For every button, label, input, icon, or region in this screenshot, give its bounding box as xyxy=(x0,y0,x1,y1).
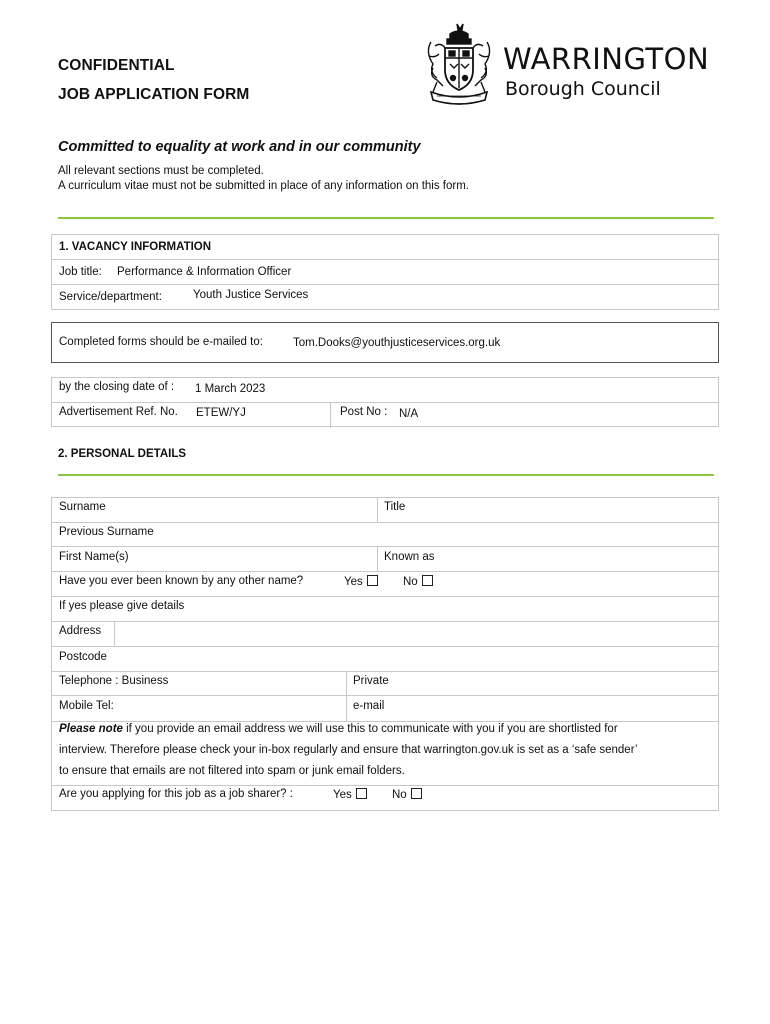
other-name-yes-option[interactable] xyxy=(344,575,378,588)
closing-date-label: by the closing date of : xyxy=(59,381,175,393)
surname-label: Surname xyxy=(59,501,106,513)
no-checkbox[interactable] xyxy=(411,788,422,799)
advert-row xyxy=(52,403,718,428)
other-name-details-label: If yes please give details xyxy=(59,600,185,612)
section-heading: 1. VACANCY INFORMATION xyxy=(59,241,212,253)
confidential-label: CONFIDENTIAL xyxy=(58,57,175,74)
email-label: e-mail xyxy=(353,700,385,712)
job-sharer-question: Are you applying for this job as a job sharer? : xyxy=(59,788,293,800)
other-name-question: Have you ever been known by any other name? xyxy=(59,575,304,587)
post-no-value[interactable]: N/A xyxy=(399,408,419,420)
coat-of-arms-icon xyxy=(423,22,495,108)
divider xyxy=(58,217,714,219)
no-label: No xyxy=(392,789,407,801)
cell-divider xyxy=(377,498,378,522)
cell-divider xyxy=(114,622,115,646)
yes-checkbox[interactable] xyxy=(356,788,367,799)
cell-divider xyxy=(330,403,331,428)
logo-subtitle: Borough Council xyxy=(505,78,661,100)
logo-wordmark: WARRINGTON xyxy=(503,42,710,76)
tel-business-label: Telephone : Business xyxy=(59,675,169,687)
known-as-label: Known as xyxy=(384,551,435,563)
first-names-row xyxy=(52,547,718,572)
tel-private-label: Private xyxy=(353,675,389,687)
instruction-line-1: All relevant sections must be completed. xyxy=(58,165,264,177)
no-checkbox[interactable] xyxy=(422,575,433,586)
advert-ref-value[interactable]: ETEW/YJ xyxy=(196,407,246,419)
service-value[interactable]: Youth Justice Services xyxy=(193,289,309,301)
yes-label: Yes xyxy=(333,789,352,801)
other-name-row xyxy=(52,572,718,597)
postcode-label: Postcode xyxy=(59,651,107,663)
divider xyxy=(58,474,714,476)
title-label: Title xyxy=(384,501,406,513)
note-bold: Please note xyxy=(59,723,123,735)
submission-email-box xyxy=(51,322,719,363)
email-submit-label: Completed forms should be e-mailed to: xyxy=(59,336,263,348)
advert-ref-label: Advertisement Ref. No. xyxy=(59,406,178,418)
section-heading-personal: 2. PERSONAL DETAILS xyxy=(58,448,187,460)
mobile-label: Mobile Tel: xyxy=(59,700,114,712)
vacancy-heading-row xyxy=(52,235,718,260)
cell-divider xyxy=(346,672,347,695)
note-line-1: if you provide an email address we will use this to communicate with you if you are shortlisted for xyxy=(122,723,618,735)
job-sharer-yes-option[interactable] xyxy=(333,788,367,801)
form-title: JOB APPLICATION FORM xyxy=(58,86,250,103)
other-name-no-option[interactable] xyxy=(403,575,433,588)
note-line-3: to ensure that emails are not filtered into spam or junk email folders. xyxy=(59,765,405,777)
surname-row xyxy=(52,498,718,523)
telephone-row xyxy=(52,672,718,696)
email-submit-value[interactable]: Tom.Dooks@youthjusticeservices.org.uk xyxy=(293,337,501,349)
cell-divider xyxy=(346,696,347,721)
note-line-2: interview. Therefore please check your in-box regularly and ensure that warrington.gov.uk is set as a ‘safe sender’ xyxy=(59,744,638,756)
closing-table xyxy=(51,377,719,427)
tagline: Committed to equality at work and in our community xyxy=(58,139,421,155)
previous-surname-label: Previous Surname xyxy=(59,526,154,538)
email-note xyxy=(52,719,718,782)
job-sharer-no-option[interactable] xyxy=(392,788,422,801)
yes-label: Yes xyxy=(344,576,363,588)
post-no-label: Post No : xyxy=(340,406,388,418)
previous-surname-row xyxy=(52,523,718,547)
cell-divider xyxy=(377,547,378,571)
job-title-label: Job title: xyxy=(59,266,102,278)
job-title-value[interactable]: Performance & Information Officer xyxy=(117,266,292,278)
personal-details-table xyxy=(51,497,719,811)
address-row xyxy=(52,622,718,647)
job-title-row xyxy=(52,260,718,285)
service-row xyxy=(52,285,718,310)
instruction-line-2: A curriculum vitae must not be submitted in place of any information on this form. xyxy=(58,180,469,192)
vacancy-table xyxy=(51,234,719,310)
other-name-details-row xyxy=(52,597,718,622)
job-sharer-row xyxy=(52,786,718,811)
closing-date-value[interactable]: 1 March 2023 xyxy=(195,383,266,395)
address-label: Address xyxy=(59,625,102,637)
email-note-row xyxy=(52,722,718,786)
first-names-label: First Name(s) xyxy=(59,551,129,563)
postcode-row xyxy=(52,647,718,672)
closing-date-row xyxy=(52,378,718,403)
service-label: Service/department: xyxy=(59,291,162,303)
yes-checkbox[interactable] xyxy=(367,575,378,586)
no-label: No xyxy=(403,576,418,588)
